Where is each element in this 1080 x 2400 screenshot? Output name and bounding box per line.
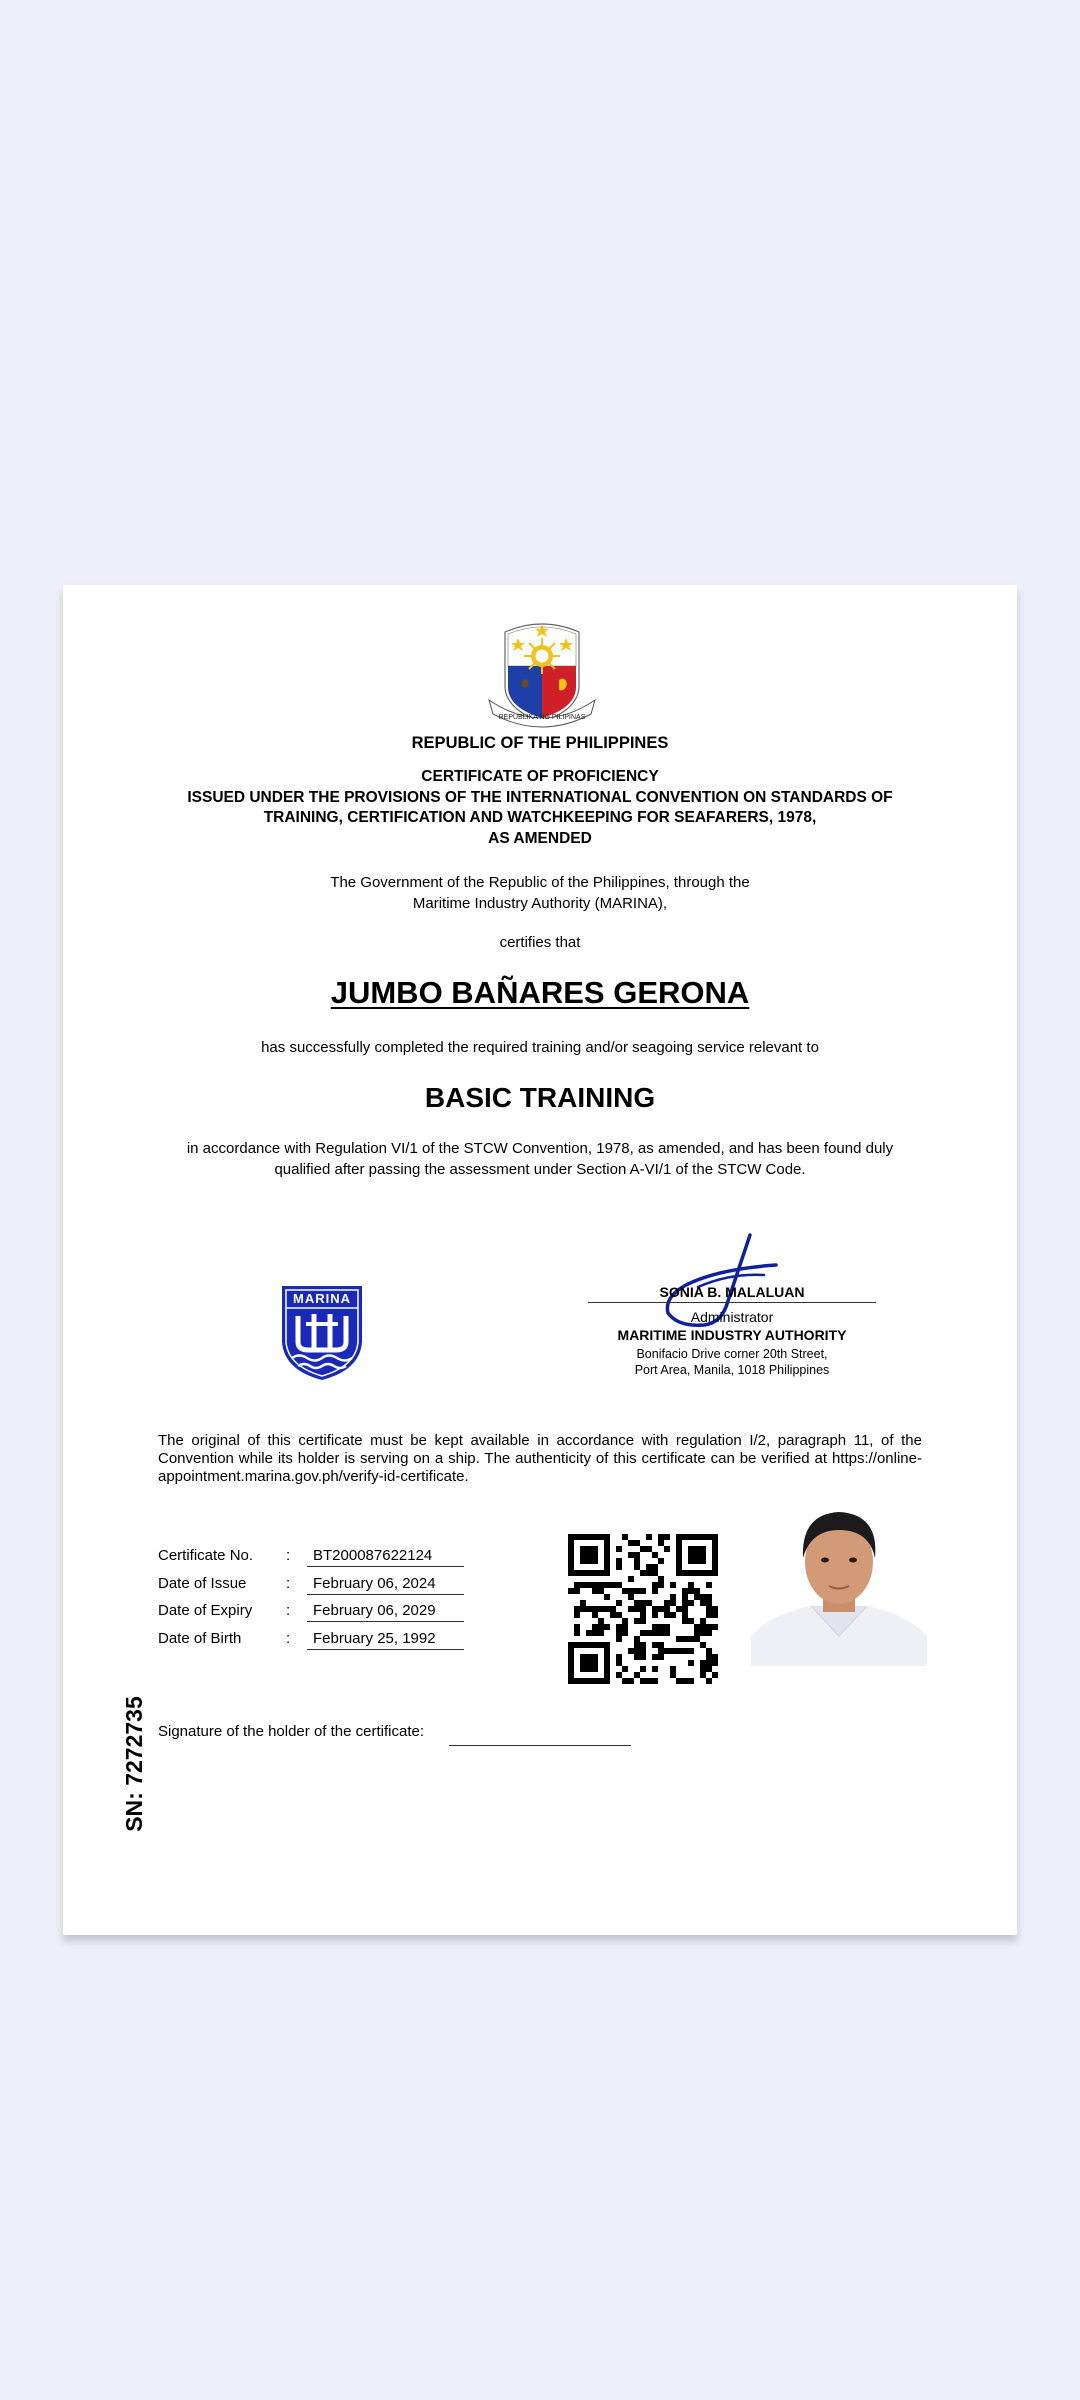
- svg-text:MARINA: MARINA: [293, 1291, 351, 1306]
- certifies-text: certifies that: [499, 934, 581, 951]
- signatory-authority: MARITIME INDUSTRY AUTHORITY: [617, 1327, 847, 1343]
- signatory-address: Bonifacio Drive corner 20th Street, Port Area, Manila, 1018 Philippines: [634, 1347, 830, 1377]
- government-statement: The Government of the Republic of the Philippines, through the Maritime Industry Authority (MARINA),: [330, 874, 750, 912]
- signatory-title: Administrator: [690, 1309, 774, 1325]
- course-title: BASIC TRAINING: [424, 1082, 656, 1113]
- detail-label: Date of Expiry: [158, 1602, 253, 1619]
- marina-logo-icon: [280, 1284, 364, 1382]
- detail-colon: :: [286, 1629, 291, 1647]
- holder-signature-line: [449, 1745, 631, 1746]
- signatory-name: SONIA B. MALALUAN: [659, 1284, 805, 1300]
- holder-photo: [751, 1496, 927, 1666]
- philippine-seal-icon: [483, 618, 601, 730]
- republic-heading: REPUBLIC OF THE PHILIPPINES: [411, 734, 669, 752]
- detail-label: Certificate No.: [158, 1547, 254, 1564]
- holder-name: JUMBO BAÑARES GERONA: [330, 975, 750, 1010]
- detail-label: Date of Birth: [158, 1629, 242, 1647]
- detail-colon: :: [286, 1574, 291, 1592]
- svg-text:REPUBLIKA NG PILIPINAS: REPUBLIKA NG PILIPINAS: [498, 714, 586, 721]
- holder-signature-label: Signature of the holder of the certificate:: [158, 1723, 424, 1740]
- detail-colon: :: [286, 1547, 291, 1564]
- detail-label: Date of Issue: [158, 1574, 247, 1592]
- certificate-title: CERTIFICATE OF PROFICIENCY ISSUED UNDER THE PROVISIONS OF THE INTERNATIONAL CONVENTION ON STANDARDS OF TRAINING, CERTIFICATION AND WATCHKEEPING FOR SEAFARERS, 1978, AS AMENDED: [187, 768, 893, 847]
- notice-text: The original of this certificate must be kept available in accordance with regulation I/2, paragraph 11, of the Convention while its holder is serving on a ship. The authenticity of this certificate can be verified at https://online-appointment.marina.gov.ph/verify-id-certificate.: [158, 1432, 922, 1485]
- qr-code-icon: [568, 1534, 718, 1684]
- detail-colon: :: [286, 1602, 291, 1619]
- detail-value: BT200087622124: [307, 1545, 464, 1567]
- detail-value: February 06, 2029: [307, 1600, 464, 1622]
- certificate-page: [63, 585, 1017, 1935]
- accordance-text: in accordance with Regulation VI/1 of the STCW Convention, 1978, as amended, and has been found duly qualified after passing the assessment under Section A-VI/1 of the STCW Code.: [186, 1140, 894, 1178]
- signature-line: [588, 1302, 876, 1303]
- detail-value: February 06, 2024: [307, 1573, 464, 1595]
- completed-text: has successfully completed the required training and/or seagoing service relevant to: [261, 1039, 819, 1056]
- detail-value: February 25, 1992: [307, 1628, 464, 1650]
- serial-number: SN: 7272735: [121, 1696, 147, 1832]
